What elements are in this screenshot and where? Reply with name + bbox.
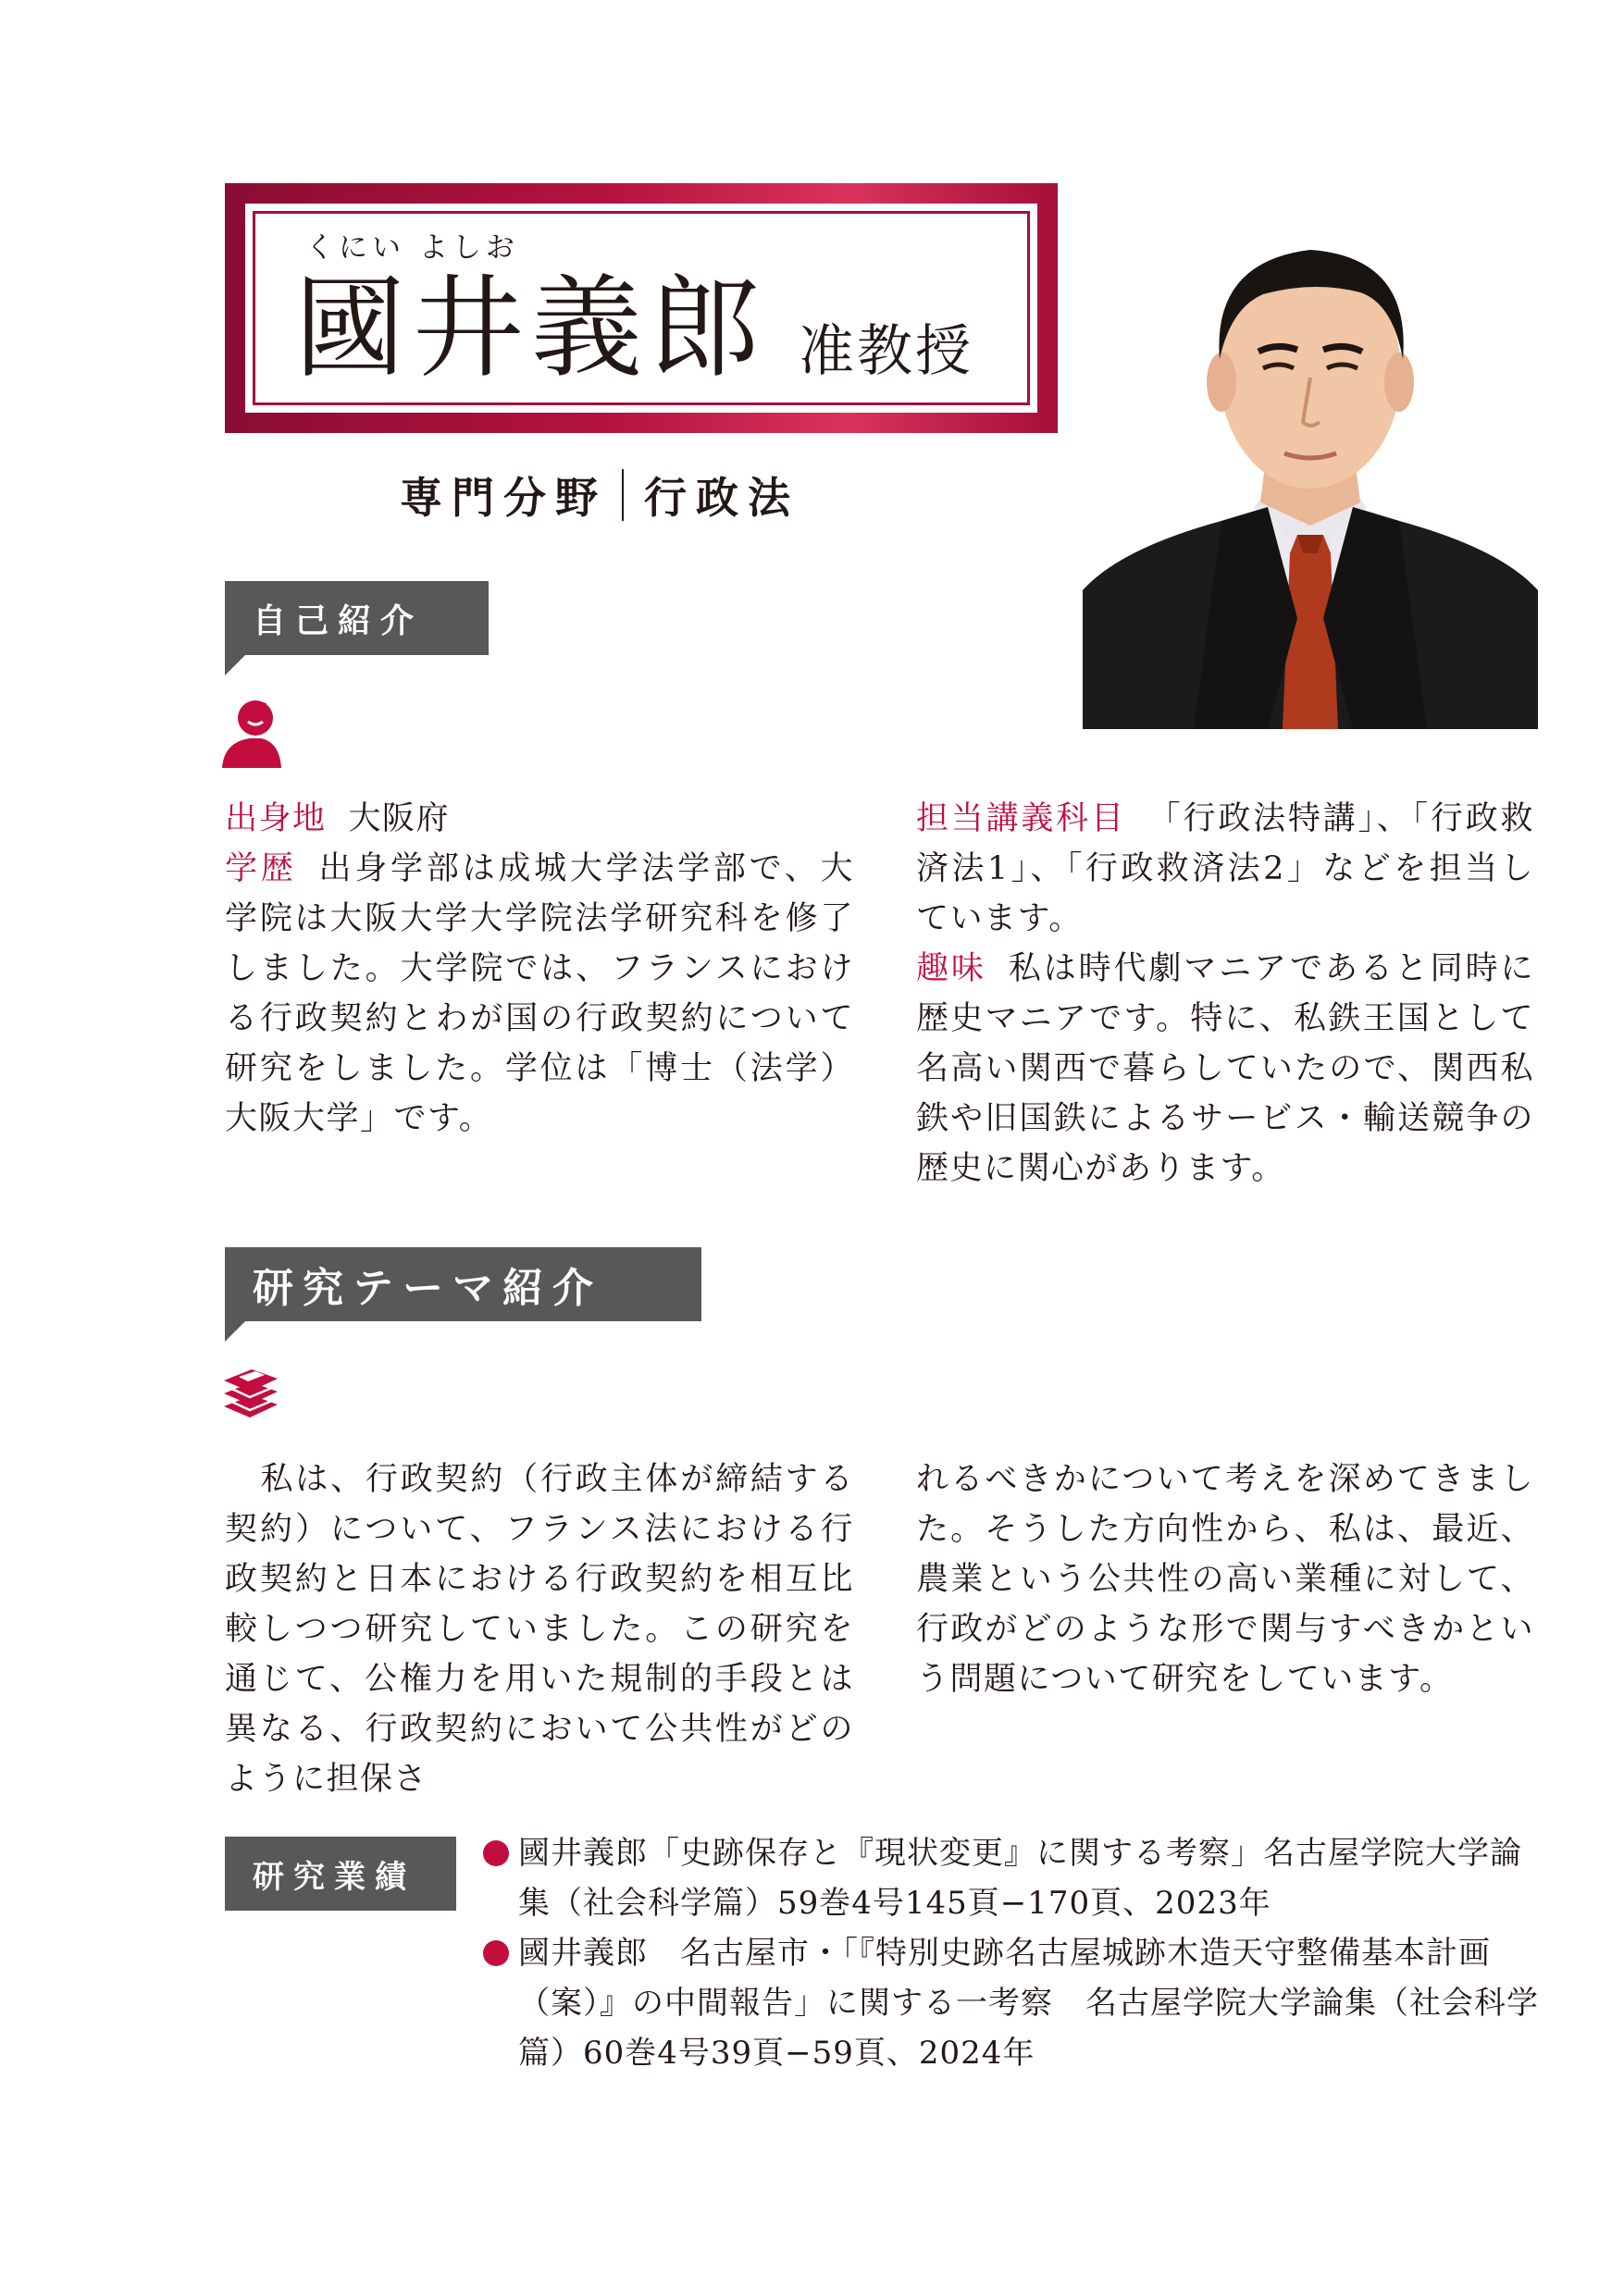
name-ruby: くにい よしお — [305, 231, 519, 265]
birthplace-row — [225, 794, 854, 844]
person-name: 國井義郎 — [294, 265, 768, 393]
person-title: 准教授 — [799, 319, 973, 384]
research-heading-tab — [225, 1247, 701, 1342]
publication-item — [483, 1928, 1543, 2078]
intro-left-column — [225, 794, 854, 1144]
research-heading: 研究テーマ紹介 — [225, 1247, 701, 1321]
hobby-label: 趣味 — [916, 950, 986, 987]
hobby-text: 私は時代劇マニアであると同時に歴史マニアです。特に、私鉄王国として名高い関西で暮らしていたので、関西私鉄や旧国鉄によるサービス・輸送競争の歴史に関心があります。 — [916, 950, 1534, 1187]
bullet-icon — [483, 1840, 509, 1866]
portrait-photo — [1083, 183, 1538, 729]
publication-item — [483, 1828, 1543, 1928]
intro-heading-tail — [225, 655, 245, 675]
research-left-column — [225, 1454, 854, 1804]
specialty-value: 行政法 — [644, 473, 800, 523]
specialty-label: 専門分野 — [400, 473, 607, 523]
intro-heading-tab — [225, 581, 489, 675]
publications-list — [483, 1828, 1543, 2078]
research-right-column — [916, 1454, 1534, 1704]
birthplace-value: 大阪府 — [348, 800, 451, 837]
education-text: 出身学部は成城大学法学部で、大学院は大阪大学大学院法学研究科を修了しました。大学院では、フランスにおける行政契約とわが国の行政契約について研究をしました。学位は「博士（法学）大阪大学」です。 — [225, 850, 854, 1137]
intro-right-column — [916, 794, 1534, 1194]
education-label: 学歴 — [225, 850, 297, 887]
bullet-icon — [483, 1940, 509, 1966]
specialty-line — [400, 467, 800, 523]
courses-row — [916, 794, 1534, 944]
birthplace-label: 出身地 — [225, 800, 327, 837]
courses-label: 担当講義科目 — [916, 800, 1126, 837]
education-row — [225, 844, 854, 1144]
research-right-text: れるべきかについて考えを深めてきました。そうした方向性から、私は、最近、農業という公共性の高い業種に対して、行政がどのような形で関与すべきかという問題について研究をしています。 — [916, 1461, 1534, 1698]
hobby-row — [916, 944, 1534, 1194]
publications-heading: 研究業績 — [225, 1837, 456, 1911]
research-left-text: 私は、行政契約（行政主体が締結する契約）について、フランス法における行政契約と日本における行政契約を相互比較しつつ研究していました。この研究を通じて、公権力を用いた規制的手段とは異なる、行政契約において公共性がどのように担保さ — [225, 1461, 854, 1798]
person-icon — [218, 694, 283, 768]
courses-text: 「行政法特講」、「行政救済法1」、「行政救済法2」などを担当しています。 — [916, 800, 1534, 937]
books-icon — [218, 1358, 283, 1432]
research-heading-tail — [225, 1321, 245, 1342]
specialty-divider — [622, 469, 624, 521]
intro-heading: 自己紹介 — [225, 581, 489, 655]
publication-text: 國井義郎「史跡保存と『現状変更』に関する考察」名古屋学院大学論集（社会科学篇）59巻4号145頁−170頁、2023年 — [518, 1835, 1522, 1922]
publication-text: 國井義郎 名古屋市・「『特別史跡名古屋城跡木造天守整備基本計画（案）』の中間報告」に関する一考察 名古屋学院大学論集（社会科学篇）60巻4号39頁−59頁、2024年 — [518, 1935, 1539, 2072]
